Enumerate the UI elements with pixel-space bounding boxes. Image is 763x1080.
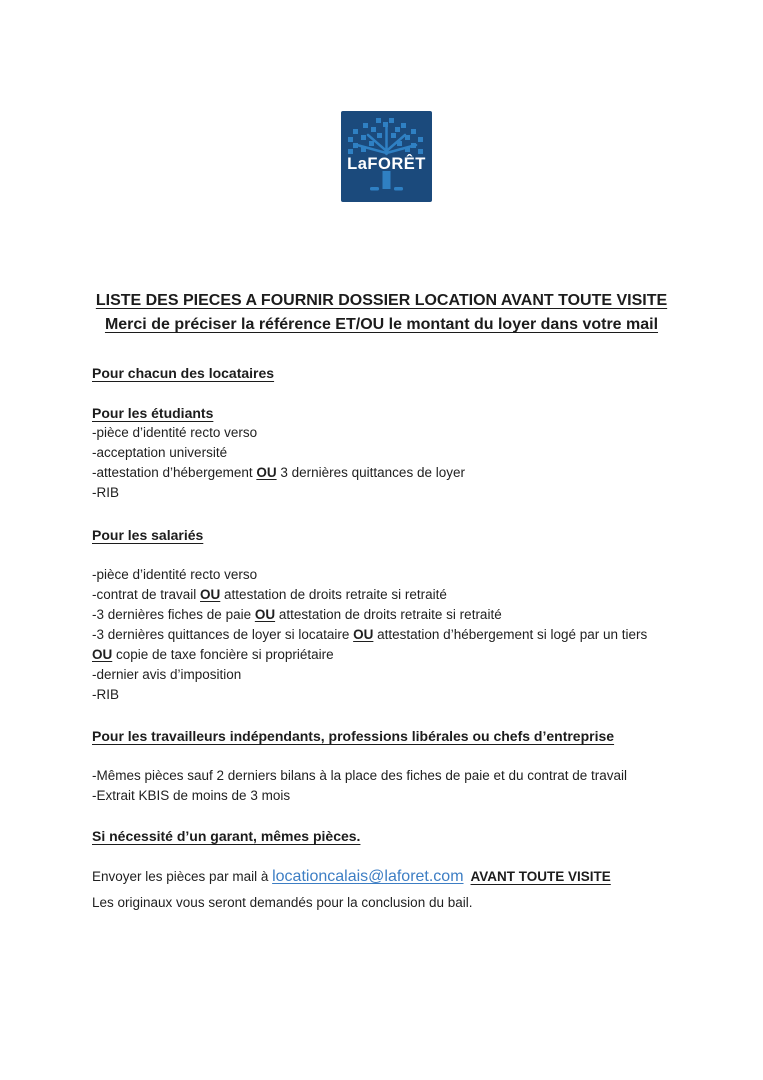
ou-connector: OU [254,607,276,622]
list-item: -acceptation université [92,445,228,460]
heading-travailleurs: Pour les travailleurs indépendants, professions libérales ou chefs d’entreprise [92,728,615,744]
ou-connector: OU [92,647,113,662]
heading-locataires: Pour chacun des locataires [92,365,275,381]
laforet-logo [341,111,432,202]
list-item [92,585,752,605]
list-item: -Mêmes pièces sauf 2 derniers bilans à la place des fiches de paie et du contrat de travail [92,768,628,783]
text-fragment: attestation de droits retraite si retraité [220,587,447,602]
salaries-list [92,565,752,705]
text-fragment: -3 dernières quittances de loyer si locataire [92,627,354,642]
originals-note: Les originaux vous seront demandés pour la conclusion du bail. [92,895,473,910]
etudiants-list [92,423,752,503]
ou-connector: OU [200,587,221,602]
list-item [92,605,752,625]
text-fragment: 3 dernières quittances de loyer [276,465,465,480]
list-item: -pièce d’identité recto verso [92,567,258,582]
send-instruction [92,864,611,890]
text-fragment: copie de taxe foncière si propriétaire [112,647,334,662]
laforet-logo-text: LaFORÊT [347,155,426,173]
list-item [92,645,752,665]
list-item [92,625,752,645]
list-item: -dernier avis d’imposition [92,667,242,682]
list-item: -RIB [92,485,119,500]
text-fragment: -contrat de travail [92,587,201,602]
text-fragment: Envoyer les pièces par mail à [92,869,273,884]
list-item: -RIB [92,687,119,702]
document-subtitle: Merci de préciser la référence ET/OU le montant du loyer dans votre mail [104,316,659,333]
text-fragment: -3 dernières fiches de paie [92,607,255,622]
ou-connector: OU [353,627,374,642]
list-item [92,463,752,483]
ou-connector: OU [256,465,277,480]
laforet-tree-icon [341,111,432,202]
heading-etudiants: Pour les étudiants [92,405,214,421]
email-link[interactable]: locationcalais@laforet.com [272,868,464,885]
heading-garant: Si nécessité d’un garant, mêmes pièces. [92,828,361,844]
text-fragment: -attestation d’hébergement [92,465,257,480]
travailleurs-list [92,766,752,806]
text-fragment: attestation d’hébergement si logé par un tiers [373,627,648,642]
list-item: -pièce d’identité recto verso [92,425,258,440]
heading-salaries: Pour les salariés [92,527,204,543]
avant-toute-visite-label: AVANT TOUTE VISITE [470,869,611,884]
document-title: LISTE DES PIECES A FOURNIR DOSSIER LOCATION AVANT TOUTE VISITE [95,292,668,309]
list-item: -Extrait KBIS de moins de 3 mois [92,788,291,803]
text-fragment: attestation de droits retraite si retraité [275,607,502,622]
